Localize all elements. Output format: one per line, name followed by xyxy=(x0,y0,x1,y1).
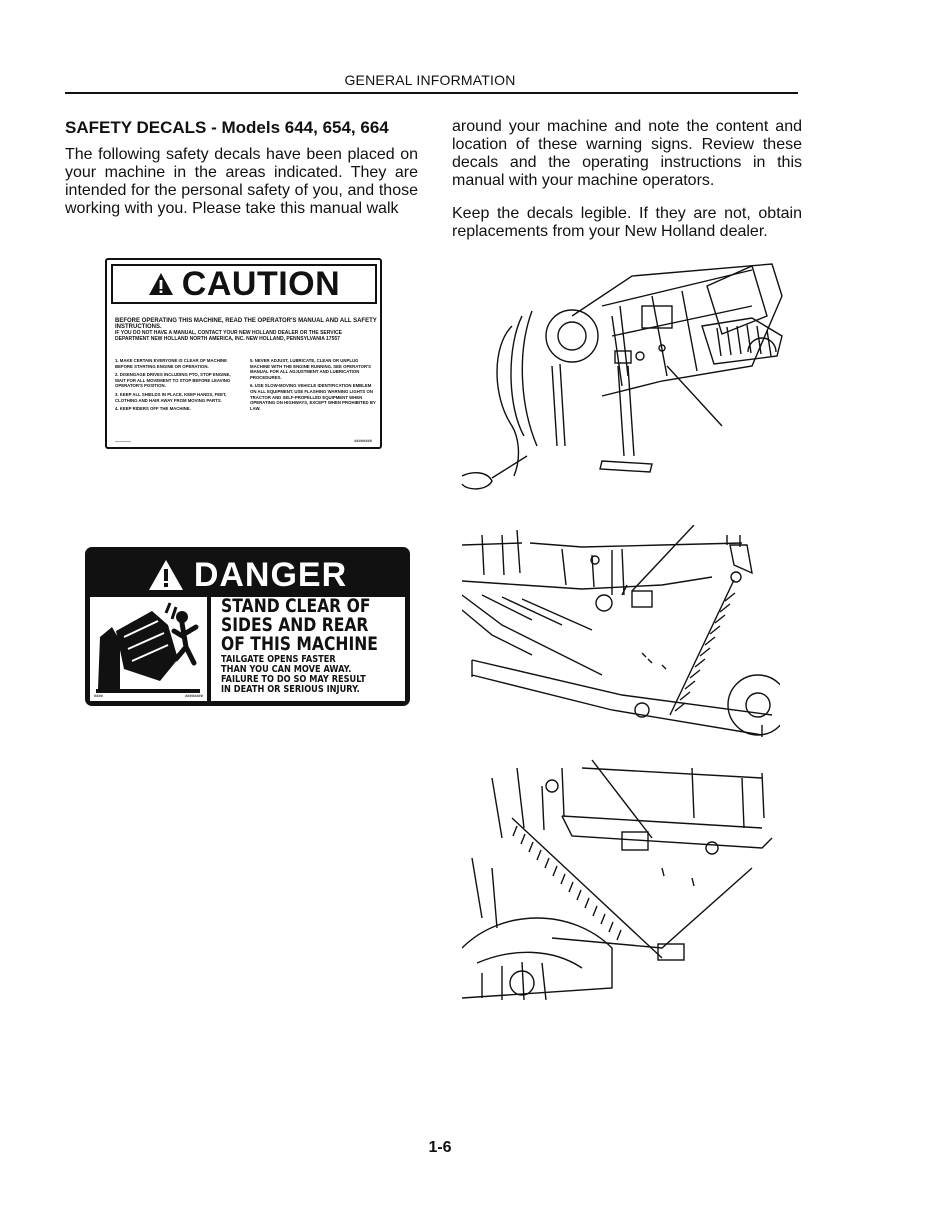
caution-intro-rest: IF YOU DO NOT HAVE A MANUAL, CONTACT YOUR NEW HOLLAND DEALER OR THE SERVICE DEPARTMENT NEW HOLLAND NORTH AMERICA, INC. NEW HOLLAND, PENNSYLVANIA 17557 xyxy=(115,330,342,342)
warning-triangle-icon xyxy=(148,272,174,296)
caution-instructions xyxy=(115,358,377,415)
header-rule xyxy=(65,92,798,94)
warning-triangle-icon xyxy=(148,559,184,591)
danger-headline-line: OF THIS MACHINE xyxy=(221,633,378,655)
danger-headline xyxy=(221,595,378,655)
danger-detail-line: THAN YOU CAN MOVE AWAY. xyxy=(221,664,352,675)
section-title: SAFETY DECALS - Models 644, 654, 664 xyxy=(65,118,389,137)
caution-item: 4. KEEP RIDERS OFF THE MACHINE. xyxy=(115,406,191,412)
danger-header xyxy=(85,553,410,597)
danger-message xyxy=(211,597,405,701)
legibility-paragraph: Keep the decals legible. If they are not, obtain replacements from your New Holland dealer. xyxy=(452,205,802,240)
danger-detail xyxy=(221,655,385,695)
caution-intro-lead: BEFORE OPERATING THIS MACHINE, READ THE OPERATOR'S MANUAL AND ALL SAFETY INSTRUCTIONS. xyxy=(115,318,377,330)
caution-item: 1. MAKE CERTAIN EVERYONE IS CLEAR OF MACHINE BEFORE STARTING ENGINE OR OPERATION. xyxy=(115,358,227,369)
caution-header xyxy=(111,264,377,304)
crush-hazard-icon xyxy=(90,597,207,701)
tailgate-hazard-pictogram xyxy=(90,597,207,701)
caution-item: 2. DISENGAGE DRIVES INCLUDING PTO, STOP ENGINE, WAIT FOR ALL MOVEMENT TO STOP BEFORE LEAVING OPERATOR'S POSITION. xyxy=(115,372,231,389)
danger-headline-line: STAND CLEAR OF xyxy=(221,595,371,617)
hitch-decal-location-illustration xyxy=(452,256,787,496)
danger-part-number: ######## xyxy=(185,693,203,698)
intro-paragraph-continued: around your machine and note the content and location of these warning signs. Review these decals and the operating instructions in this manual with your machine operators. xyxy=(452,118,802,189)
caution-code-left: ———— xyxy=(115,438,131,443)
danger-signal-word: DANGER xyxy=(193,555,348,594)
danger-detail-line: TAILGATE OPENS FASTER xyxy=(221,654,336,665)
caution-item: 6. USE SLOW-MOVING VEHICLE IDENTIFICATION EMBLEM ON ALL EQUIPMENT. USE FLASHING WARNING LIGHTS ON TRACTOR AND SELF-PROPELLED EQUIPMENT WHEN OPERATING ON HIGHWAYS, EXCEPT WHEN PROHIBITED BY LAW. xyxy=(250,383,376,411)
intro-paragraph: The following safety decals have been placed on your machine in the areas indicated. They are intended for the personal safety of you, and those working with you. Please take this manual walk xyxy=(65,146,418,217)
caution-right-column xyxy=(250,358,377,415)
side-panel-decal-location-illustration xyxy=(462,758,780,1004)
danger-headline-line: SIDES AND REAR xyxy=(221,614,369,636)
tailgate-spring-illustration xyxy=(462,525,780,770)
danger-detail-line: FAILURE TO DO SO MAY RESULT xyxy=(221,674,366,685)
caution-item: 5. NEVER ADJUST, LUBRICATE, CLEAN OR UNPLUG MACHINE WITH THE ENGINE RUNNING. SEE OPERATOR'S MANUAL FOR ALL ADJUSTMENT AND LUBRICATION PROCEDURES. xyxy=(250,358,371,380)
caution-intro xyxy=(115,318,377,342)
caution-part-number: ######## xyxy=(354,438,372,443)
page-number: 1-6 xyxy=(428,1139,452,1156)
danger-detail-line: IN DEATH OR SERIOUS INJURY. xyxy=(221,684,360,695)
danger-decal xyxy=(85,547,410,706)
caution-item: 3. KEEP ALL SHIELDS IN PLACE. KEEP HANDS, FEET, CLOTHING AND HAIR AWAY FROM MOVING PARTS. xyxy=(115,391,227,403)
caution-decal xyxy=(105,258,382,449)
page-header: GENERAL INFORMATION xyxy=(344,72,516,88)
caution-left-column xyxy=(115,358,242,415)
danger-code-left: #### xyxy=(94,693,103,698)
caution-signal-word: CAUTION xyxy=(181,264,341,303)
